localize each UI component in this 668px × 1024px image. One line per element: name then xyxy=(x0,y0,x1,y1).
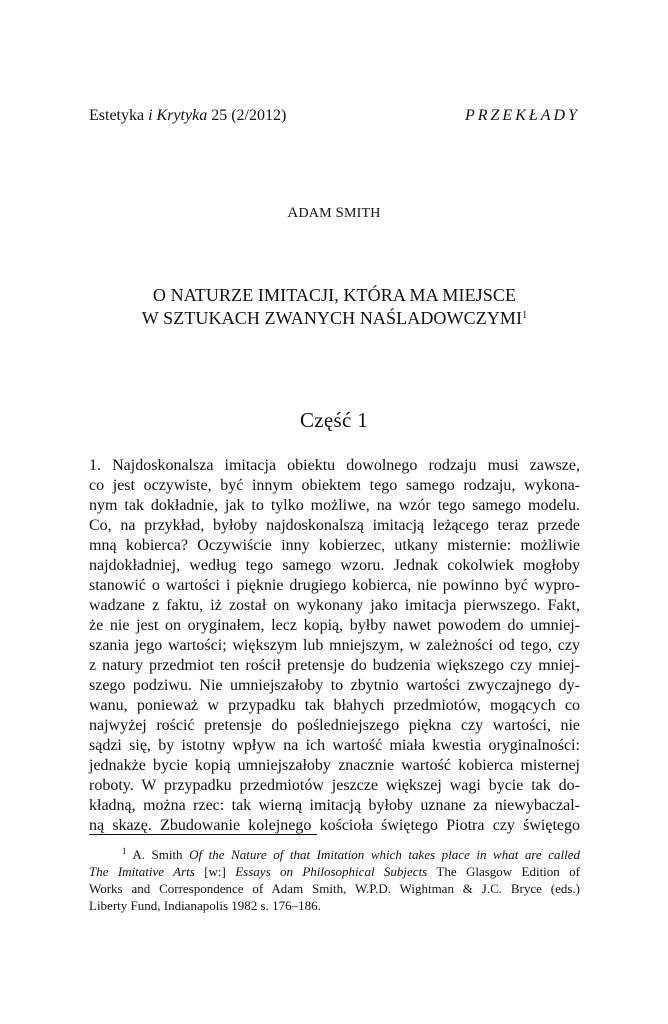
body-line: z natury przedmiot ten rościł pretensje do budzenia większego czy mniej- xyxy=(89,657,580,674)
footnote-line xyxy=(89,863,580,880)
footnote-separator xyxy=(89,834,317,835)
footnote-line xyxy=(89,846,580,863)
footnote-work-title: Of the Nature of that Imitation which takes place in what are called xyxy=(189,847,580,862)
footnote-work-title-cont: The Imitative Arts xyxy=(89,864,195,879)
body-line: 1. Najdoskonalsza imitacja obiektu dowolnego rodzaju musi zawsze, xyxy=(89,457,580,474)
author-first-initial: A xyxy=(287,205,299,221)
body-line: stanowić o wartości i pięknie drugiego kobierca, nie powinno być wypro- xyxy=(89,577,580,594)
body-paragraph xyxy=(89,456,580,836)
title-footnote-mark[interactable]: 1 xyxy=(522,310,528,321)
body-line: wadzane z faktu, iż został on wykonany jako imitacja pierwszego. Fakt, xyxy=(89,597,580,614)
journal-name-part: Estetyka xyxy=(89,107,149,124)
body-line: co jest oczywiste, być innym obiektem tego samego rodzaju, wykona- xyxy=(89,477,580,494)
body-line: nym tak dokładnie, jak to tylko możliwe, na wzór tego samego modelu. xyxy=(89,497,580,514)
author-first-rest: DAM xyxy=(298,206,336,221)
body-line: wanu, ponieważ w przypadku tak błahych przedmiotów, mogących co xyxy=(89,697,580,714)
body-line: ną skazę. Zbudowanie kolejnego kościoła świętego Piotra czy świętego xyxy=(89,817,580,834)
author-last-rest: MITH xyxy=(344,206,381,221)
author-name xyxy=(0,205,668,222)
title-line-1: O NATURZE IMITACJI, KTÓRA MA MIEJSCE xyxy=(152,285,517,305)
footnote-mark: 1 xyxy=(122,846,127,856)
body-line: kładną, można rzec: tak wierną imitacją byłoby uznane za niewybaczal- xyxy=(89,797,580,814)
footnote-line: Works and Correspondence of Adam Smith, W.P.D. Wightman & J.C. Bryce (eds.) xyxy=(89,881,580,896)
title-line-2 xyxy=(89,307,580,330)
body-line: sądzi się, by istotny wpływ na ich wartość miała kwestia oryginalności: xyxy=(89,737,580,754)
title-line-2-text: W SZTUKACH ZWANYCH NAŚLADOWCZYMI xyxy=(141,308,523,328)
body-line: Co, na przykład, byłoby najdoskonalszą imitacją leżącego teraz przede xyxy=(89,517,580,534)
footnote-author: A. Smith xyxy=(126,847,190,862)
body-line: szania jego wartości; większym lub mniejszym, w zależności od tego, czy xyxy=(89,637,580,654)
footnote xyxy=(89,846,580,914)
body-line: że nie jest on oryginałem, lecz kopią, byłby nawet powodem do umniej- xyxy=(89,617,580,634)
body-line: najdokładniej, według tego samego wzoru. Jednak cokolwiek mogłoby xyxy=(89,557,580,574)
footnote-edition: The Glasgow Edition of xyxy=(427,864,580,879)
author-last-initial: S xyxy=(335,205,344,221)
body-line: najwyżej rościć pretensje do pośledniejszego piękna czy wartości, nie xyxy=(89,717,580,734)
footnote-collection-title: Essays on Philosophical Subjects xyxy=(235,864,428,879)
footnote-in: [w:] xyxy=(194,864,236,879)
body-line: szego podziwu. Nie umniejszałoby to zbytnio wartości zwyczajnego dy- xyxy=(89,677,580,694)
body-line: roboty. W przypadku przedmiotów jeszcze większej wagi bycie tak do- xyxy=(89,777,580,794)
section-label: PRZEKŁADY xyxy=(464,107,580,124)
footnote-line: Liberty Fund, Indianapolis 1982 s. 176–186. xyxy=(89,898,321,913)
part-heading: Część 1 xyxy=(300,408,368,432)
journal-citation xyxy=(89,106,286,126)
journal-issue: 25 (2/2012) xyxy=(207,107,287,124)
journal-name-italic-krytyka: Krytyka xyxy=(156,107,208,124)
body-line: jednakże bycie kopią umniejszałoby znacznie wartość kobierca misternej xyxy=(89,757,580,774)
journal-name-italic-i: i xyxy=(148,107,153,124)
body-line: mną kobierca? Oczywiście inny kobierzec, utkany misternie: możliwie xyxy=(89,537,580,554)
article-title xyxy=(89,284,580,330)
